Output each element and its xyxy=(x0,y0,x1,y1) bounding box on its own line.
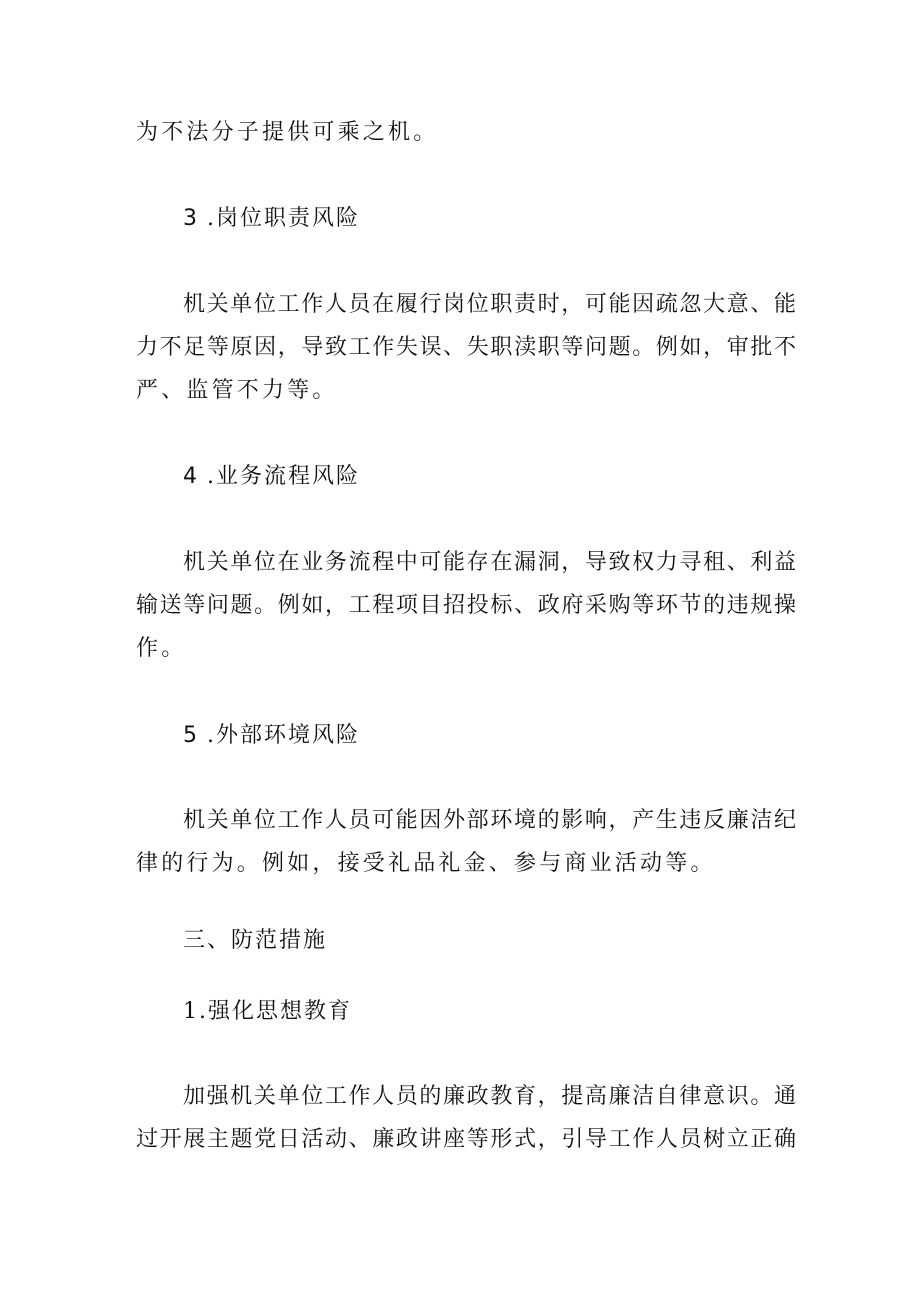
heading-3 xyxy=(183,204,360,234)
subheading-1: 1.强化思想教育 xyxy=(183,999,352,1024)
heading-5 xyxy=(183,721,360,751)
heading-5-number: 5 xyxy=(183,723,197,748)
paragraph-4-line-3: 作。 xyxy=(136,636,187,661)
paragraph-fragment-line: 为不法分子提供可乘之机。 xyxy=(136,120,439,145)
paragraph-5-line-1: 机关单位工作人员可能因外部环境的影响，产生违反廉洁纪 xyxy=(183,808,796,833)
heading-5-title: .外部环境风险 xyxy=(207,723,360,748)
paragraph-6-line-2: 过开展主题党日活动、廉政讲座等形式，引导工作人员树立正确 xyxy=(136,1127,796,1152)
paragraph-3-line-3: 严、监管不力等。 xyxy=(136,378,338,403)
heading-4 xyxy=(183,462,360,492)
paragraph-4-line-2: 输送等问题。例如，工程项目招投标、政府采购等环节的违规操 xyxy=(136,593,796,618)
paragraph-5-line-2: 律的行为。例如，接受礼品礼金、参与商业活动等。 xyxy=(136,851,716,876)
heading-4-number: 4 xyxy=(183,464,197,489)
heading-3-title: .岗位职责风险 xyxy=(207,206,360,231)
paragraph-4-line-1: 机关单位在业务流程中可能存在漏洞，导致权力寻租、利益 xyxy=(183,550,796,575)
section-heading-3: 三、防范措施 xyxy=(183,928,328,953)
paragraph-3-line-2: 力不足等原因，导致工作失误、失职渎职等问题。例如，审批不 xyxy=(136,335,796,360)
paragraph-3-line-1: 机关单位工作人员在履行岗位职责时，可能因疏忽大意、能 xyxy=(183,292,796,317)
paragraph-6-line-1: 加强机关单位工作人员的廉政教育，提高廉洁自律意识。通 xyxy=(183,1084,796,1109)
heading-3-number: 3 xyxy=(183,206,197,231)
heading-4-title: .业务流程风险 xyxy=(207,464,360,489)
